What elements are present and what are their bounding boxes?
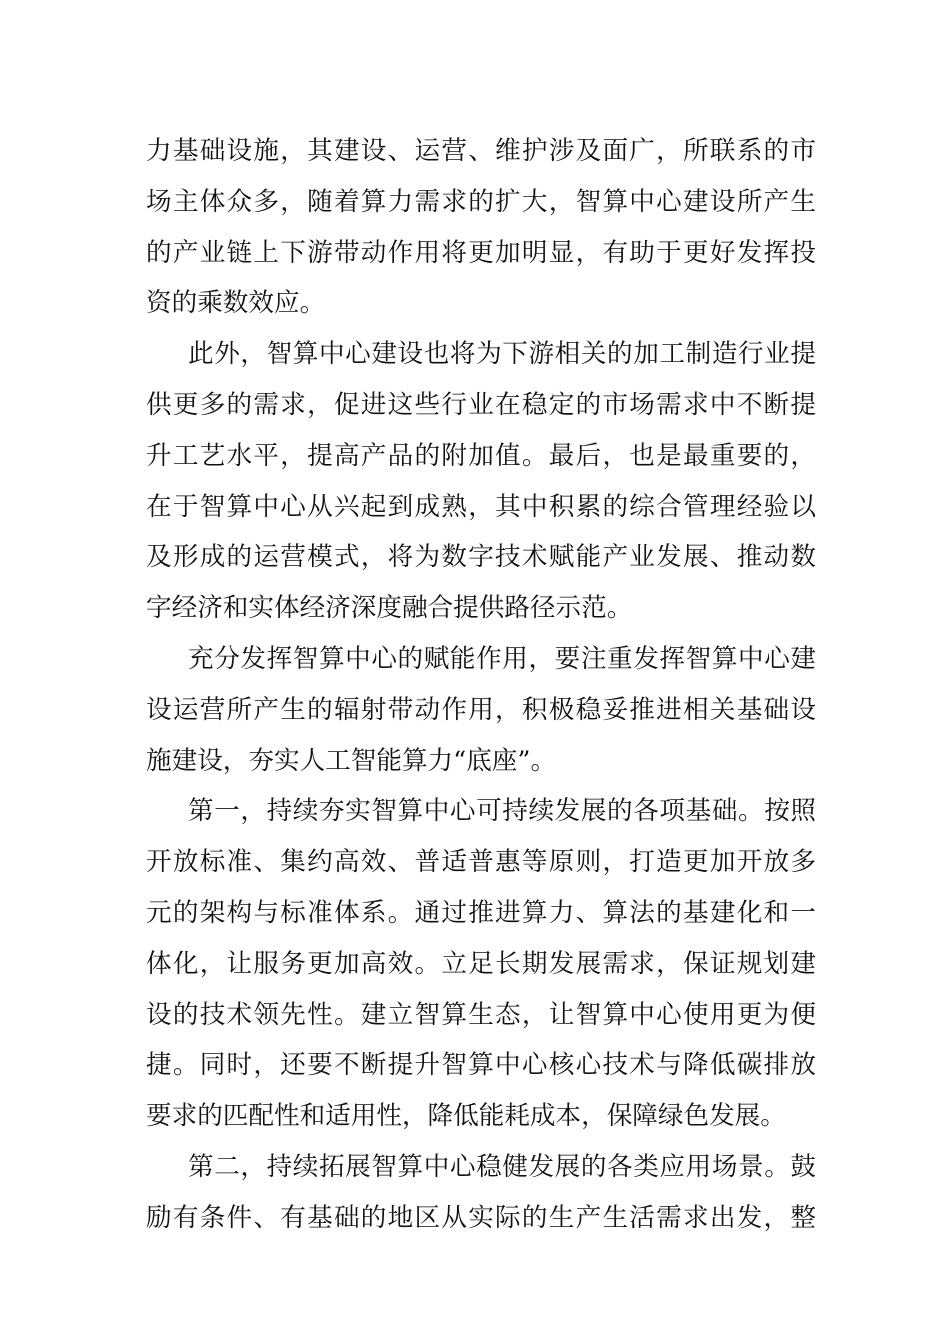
text-line-9: 及形成的运营模式，将为数字技术赋能产业发展、推动数 (146, 542, 816, 573)
text-line-10: 字经济和实体经济深度融合提供路径示范。 (146, 593, 633, 624)
text-line-22: 励有条件、有基础的地区从实际的生产生活需求出发，整 (146, 1202, 816, 1233)
body-text (146, 126, 816, 1244)
text-line-17: 体化，让服务更加高效。立足长期发展需求，保证规划建 (146, 948, 816, 979)
text-line-13: 施建设，夯实人工智能算力“底座”。 (146, 745, 557, 776)
text-line-5: 此外，智算中心建设也将为下游相关的加工制造行业提 (188, 339, 816, 370)
text-line-14: 第一，持续夯实智算中心可持续发展的各项基础。按照 (188, 796, 816, 827)
text-line-21: 第二，持续拓展智算中心稳健发展的各类应用场景。鼓 (188, 1151, 816, 1182)
text-line-1: 力基础设施，其建设、运营、维护涉及面广，所联系的市 (146, 136, 816, 166)
text-line-16: 元的架构与标准体系。通过推进算力、算法的基建化和一 (146, 897, 816, 928)
text-line-15: 开放标准、集约高效、普适普惠等原则，打造更加开放多 (146, 847, 816, 878)
text-line-4: 资的乘数效应。 (146, 288, 326, 319)
text-line-12: 设运营所产生的辐射带动作用，积极稳妥推进相关基础设 (146, 694, 816, 725)
text-line-2: 场主体众多，随着算力需求的扩大，智算中心建设所产生 (146, 186, 816, 217)
text-line-19: 捷。同时，还要不断提升智算中心核心技术与降低碳排放 (146, 1050, 816, 1081)
text-line-20: 要求的匹配性和适用性，降低能耗成本，保障绿色发展。 (146, 1101, 786, 1132)
text-line-7: 升工艺水平，提高产品的附加值。最后，也是最重要的， (146, 440, 816, 471)
text-line-8: 在于智算中心从兴起到成熟，其中积累的综合管理经验以 (146, 491, 816, 522)
text-line-11: 充分发挥智算中心的赋能作用，要注重发挥智算中心建 (188, 643, 816, 674)
text-line-18: 设的技术领先性。建立智算生态，让智算中心使用更为便 (146, 999, 816, 1030)
text-line-6: 供更多的需求，促进这些行业在稳定的市场需求中不断提 (146, 389, 816, 420)
text-line-3: 的产业链上下游带动作用将更加明显，有助于更好发挥投 (146, 237, 816, 268)
